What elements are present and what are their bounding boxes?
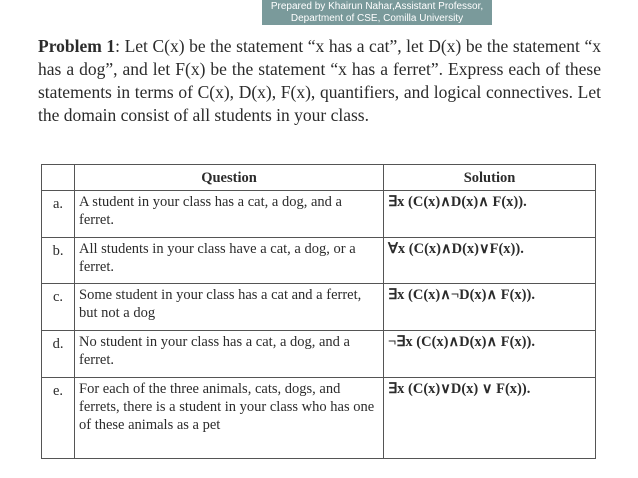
row-solution: ∀x (C(x)∧D(x)∨F(x)). xyxy=(384,238,596,284)
row-question: Some student in your class has a cat and a ferret, but not a dog xyxy=(75,284,384,331)
solution-header: Solution xyxy=(384,165,596,191)
author-line: Prepared by Khairun Nahar,Assistant Professor, xyxy=(270,1,484,12)
row-solution: ∃x (C(x)∧¬D(x)∧ F(x)). xyxy=(384,284,596,331)
row-question: No student in your class has a cat, a dog, and a ferret. xyxy=(75,331,384,378)
row-index: c. xyxy=(42,284,75,331)
row-index: d. xyxy=(42,331,75,378)
index-header xyxy=(42,165,75,191)
row-index: b. xyxy=(42,238,75,284)
row-index: a. xyxy=(42,191,75,238)
problem-label: Problem 1 xyxy=(38,36,116,56)
problem-text: : Let C(x) be the statement “x has a cat”, let D(x) be the statement “x has a dog”, and let F(x) be the statement “x has a ferret”. Express each of these statements in terms of C(x), D(x), F(x), quantifiers, and logical connectives. Let the domain consist of all students in your class. xyxy=(38,36,601,125)
row-question: All students in your class have a cat, a dog, or a ferret. xyxy=(75,238,384,284)
table-row xyxy=(42,191,596,238)
table-row xyxy=(42,238,596,284)
row-question: A student in your class has a cat, a dog, and a ferret. xyxy=(75,191,384,238)
table-row xyxy=(42,378,596,459)
row-solution: ¬∃x (C(x)∧D(x)∧ F(x)). xyxy=(384,331,596,378)
row-index: e. xyxy=(42,378,75,459)
solution-table xyxy=(41,164,596,459)
question-header: Question xyxy=(75,165,384,191)
row-solution: ∃x (C(x)∧D(x)∧ F(x)). xyxy=(384,191,596,238)
table-header-row xyxy=(42,165,596,191)
row-solution: ∃x (C(x)∨D(x) ∨ F(x)). xyxy=(384,378,596,459)
table-row xyxy=(42,331,596,378)
row-question: For each of the three animals, cats, dogs, and ferrets, there is a student in your class who has one of these animals as a pet xyxy=(75,378,384,459)
author-banner xyxy=(262,0,492,25)
table-row xyxy=(42,284,596,331)
problem-statement xyxy=(38,35,601,127)
department-line: Department of CSE, Comilla University xyxy=(290,13,464,24)
